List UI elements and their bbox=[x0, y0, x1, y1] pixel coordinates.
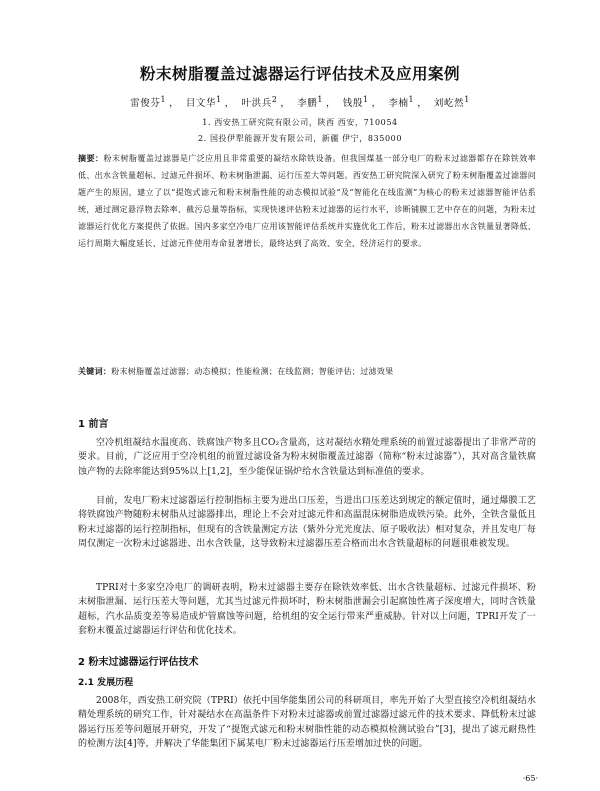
author: 李鹏 bbox=[297, 98, 318, 110]
page-number: ·65· bbox=[522, 774, 538, 783]
body-paragraph: 空冷机组凝结水温度高、铁腐蚀产物多且CO₂含量高，这对凝结水精处理系统的前置过滤器提出了非常严苛的要求。目前，广泛应用于空冷机组的前置过滤设备为粉末树脂覆盖过滤器（简称“粉末过滤器”），其对高含量铁腐蚀产物的去除率能达到95%以上[1,2]，至少能保证锅炉给水含铁量达到标准值的要求。 bbox=[78, 438, 536, 477]
subsection-heading: 2.1 发展历程 bbox=[78, 678, 134, 688]
author: 钱殷 bbox=[342, 98, 363, 110]
body-paragraph: 目前，发电厂粉末过滤器运行控制指标主要为进出口压差，当进出口压差达到规定的额定值时，通过爆膜工艺将铁腐蚀产物随粉末树脂从过滤器排出，理论上不会对过滤元件和高温混床树脂造成铁污染。此外，全铁含量低且粉末过滤器的运行控制指标，但现有的含铁量测定方法（紫外分光光度法、原子吸收法）相对复杂，并且发电厂每周仅测定一次粉末过滤器进、出水含铁量，这导致粉末过滤器压差合格而出水含铁量超标的问题很难被发现。 bbox=[78, 496, 536, 549]
affiliation: 1. 西安热工研究院有限公司，陕西 西安，710054 bbox=[202, 118, 398, 127]
section-heading: 1 前言 bbox=[78, 419, 109, 430]
keywords bbox=[78, 366, 536, 377]
section-heading: 2 粉末过滤器运行评估技术 bbox=[78, 657, 199, 668]
abstract-label: 摘要： bbox=[78, 154, 104, 163]
keywords-text: 粉末树脂覆盖过滤器；动态模拟；性能检测；在线监测；智能评估；过滤效果 bbox=[111, 367, 394, 376]
keywords-label: 关键词： bbox=[78, 367, 112, 376]
body-paragraph: 2008年，西安热工研究院（TPRI）依托中国华能集团公司的科研项目，率先开始了大型直接空冷机组凝结水精处理系统的研究工作，针对凝结水在高温条件下对粉末过滤器或前置过滤器过滤元件的技术要求、降低粉末过滤器运行压差等问题展开研究，开发了“提饱式滤元和粉末树脂性能的动态模拟检测试验台”[3]，提出了滤元耐热性的检测方法[4]等，并解决了华能集团下属某电厂粉末过滤器运行压差增加过快的问题。 bbox=[78, 696, 536, 749]
author: 目文华 bbox=[185, 98, 217, 110]
author: 雷俊芬 bbox=[130, 98, 161, 110]
author: 刘屹然 bbox=[433, 98, 465, 110]
abstract-text: 粉末树脂覆盖过滤器是广泛应用且非常重要的凝结水除铁设备。但我国煤基一部分电厂的粉末过滤器都存在除铁效率低、出水含铁量超标、过滤元件损坏、粉末树脂泄漏、运行压差大等问题。西安热工研究院深入研究了粉末树脂覆盖过滤器问题产生的原因，建立了以“提饱式滤元和粉末树脂性能的动态模拟试验”及“智能化在线监测”为核心的粉末过滤器智能评估系统，通过测定悬浮物去除率、截污总量等指标，实现快速评估粉末过滤器的运行水平，诊断铺膜工艺中存在的问题，为粉末过滤器运行优化方案提供了依据。国内多家空冷电厂应用该智能评估系统并实施优化工作后，粉末过滤器出水含铁量显著降低、运行周期大幅度延长、过滤元件使用寿命显著增长，最终达到了高效、安全、经济运行的要求。 bbox=[78, 154, 537, 249]
author: 叶洪兵 bbox=[241, 98, 272, 110]
author-list: 雷俊芬$^1$ ， 目文华$^1$ ， 叶洪兵$^2$ ， 李鹏$^1$ ， 钱殷$^1$ ， 李楠$^1$ ， 刘屹然$^1$ bbox=[130, 95, 470, 110]
author: 李楠 bbox=[388, 98, 409, 110]
body-paragraph: TPRI对十多家空冷电厂的调研表明，粉末过滤器主要存在除铁效率低、出水含铁量超标、过滤元件损坏、粉末树脂泄漏、运行压差大等问题，尤其当过滤元件损坏时，粉末树脂泄漏会引起腐蚀性离子深度增大，同时含铁量超标，汽水品质变差等易造成炉管腐蚀等问题，给机组的安全运行带来严重威胁。针对以上问题，TPRI开发了一套粉末覆盖过滤器运行评估和优化技术。 bbox=[78, 583, 536, 636]
abstract bbox=[78, 150, 536, 253]
affiliation: 2. 国投伊犁能源开发有限公司，新疆 伊宁，835000 bbox=[197, 134, 403, 143]
paper-title: 粉末树脂覆盖过滤器运行评估技术及应用案例 bbox=[139, 65, 460, 83]
